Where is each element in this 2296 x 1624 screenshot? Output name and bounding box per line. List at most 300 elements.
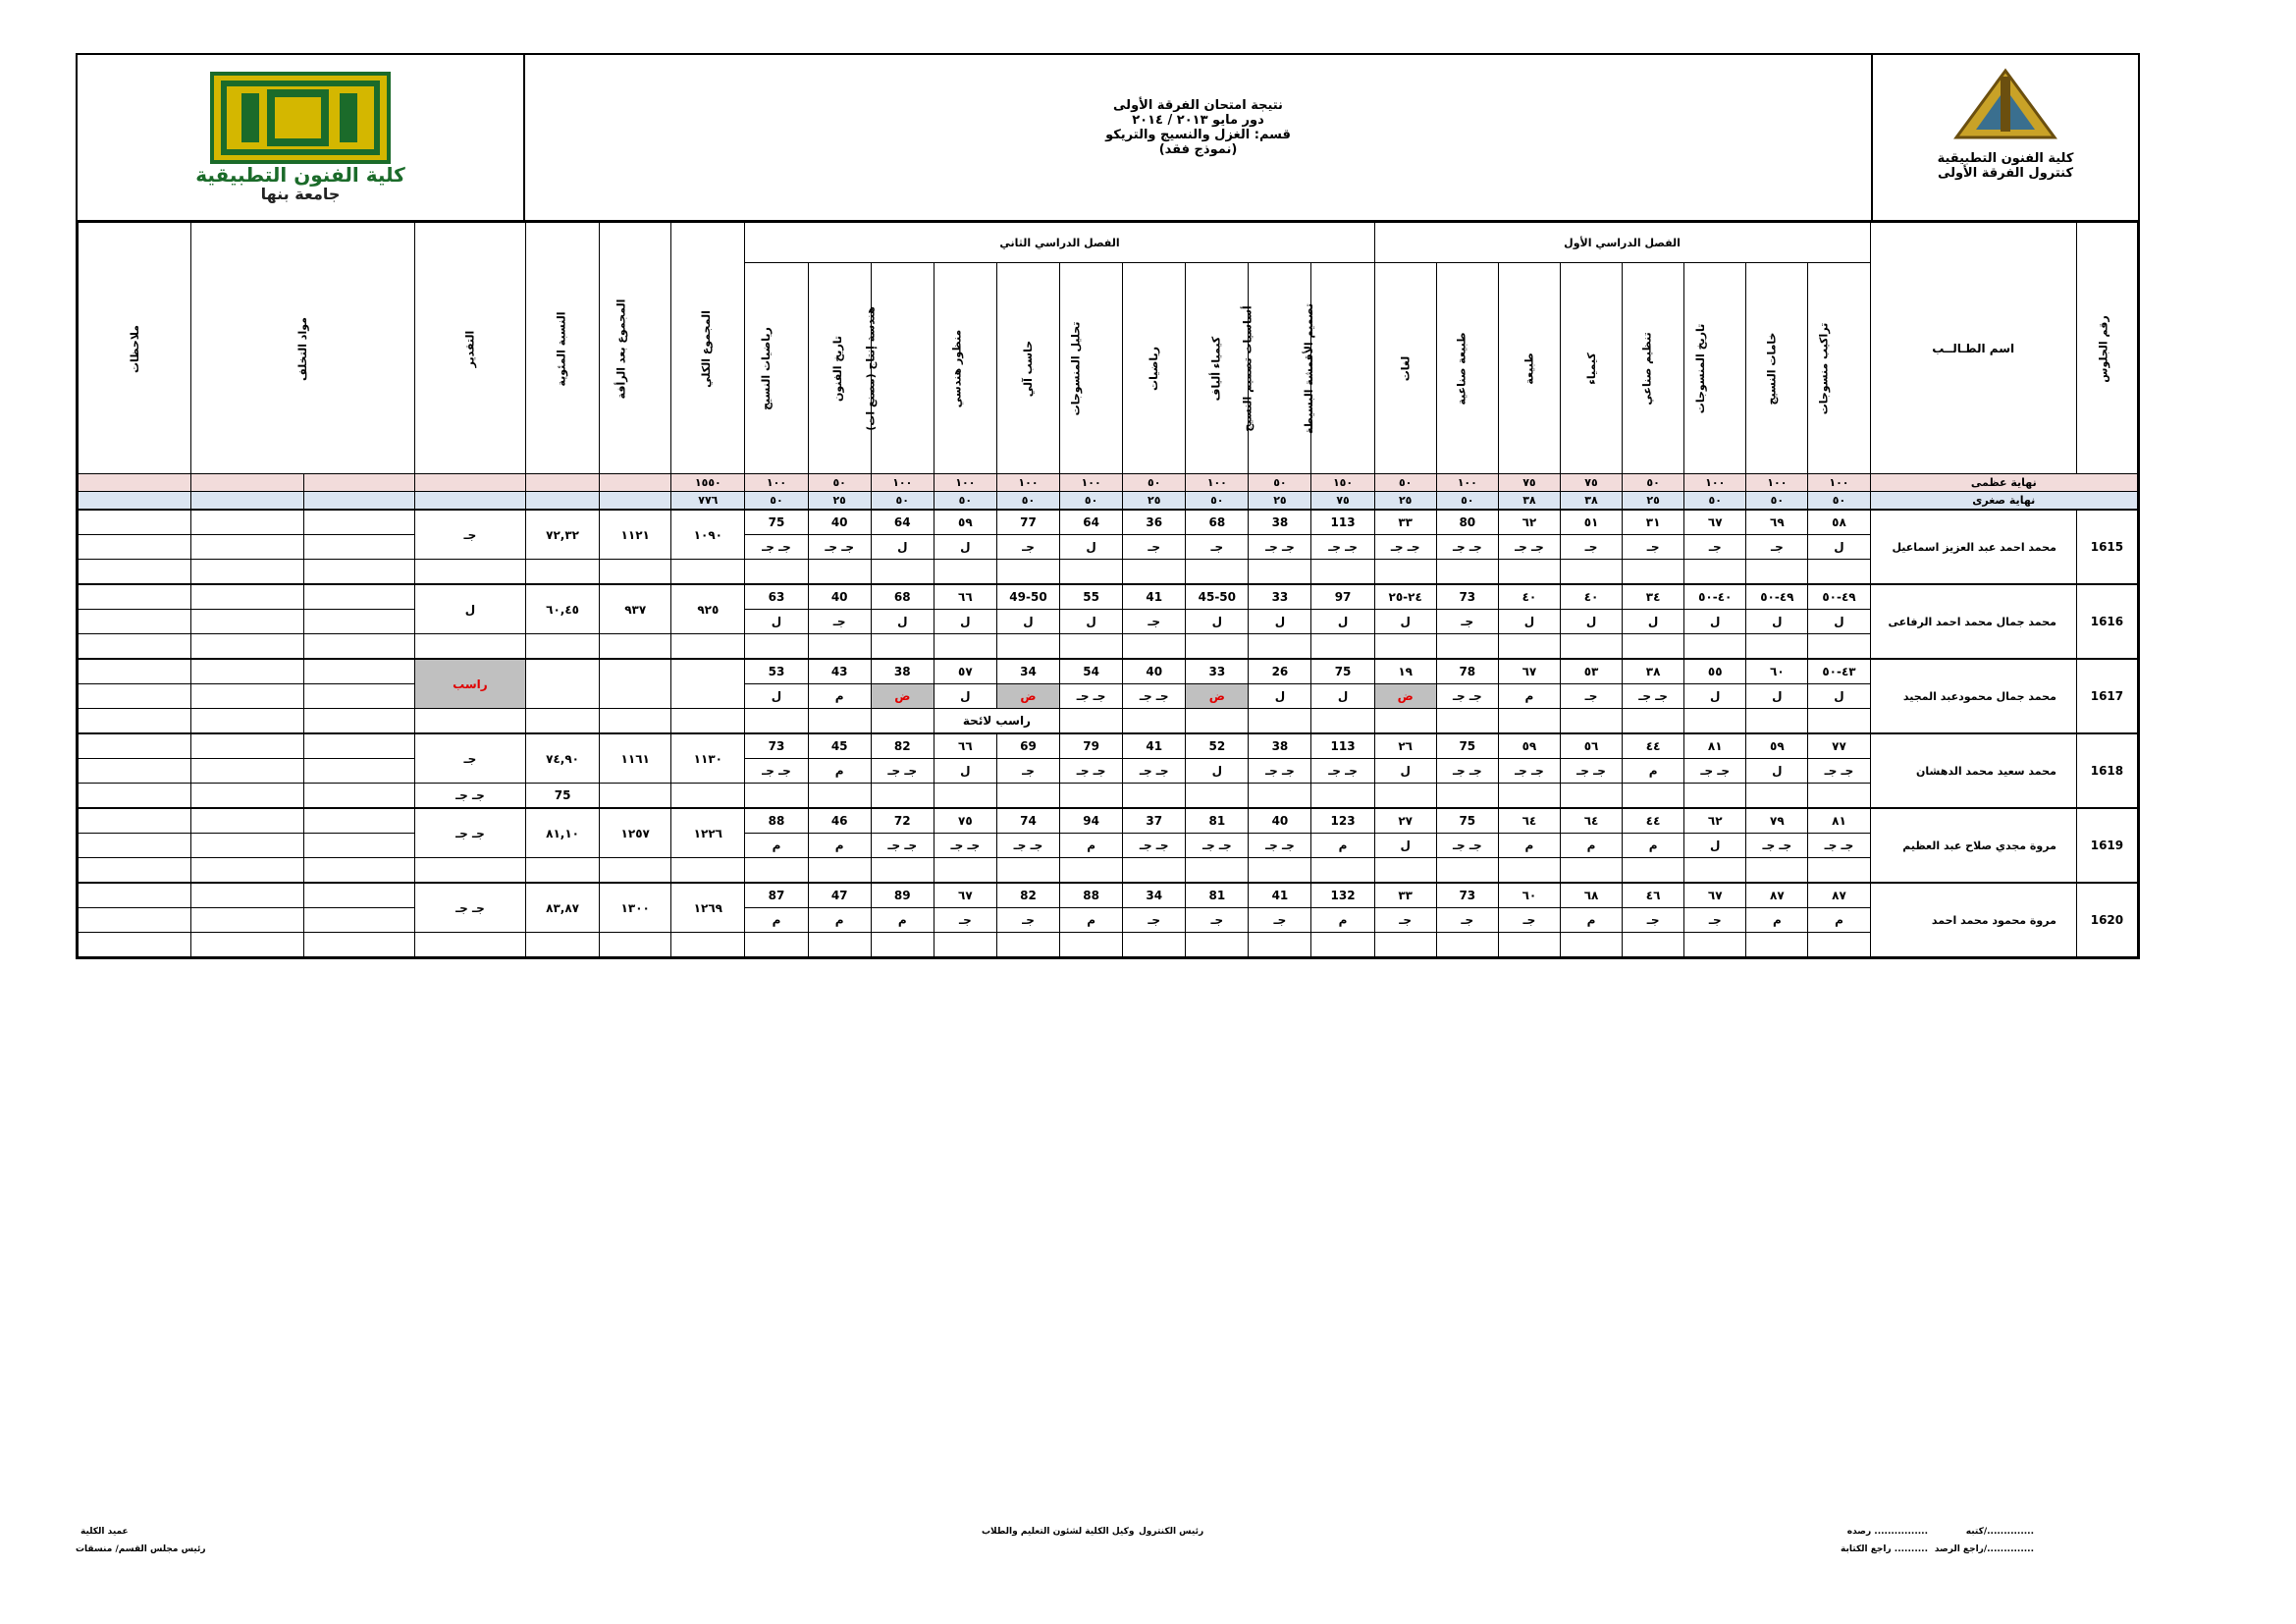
sem2-score: ٦٦ — [934, 584, 996, 610]
empty-cell — [1060, 709, 1123, 734]
carry-cell — [191, 684, 303, 709]
carry-cell — [303, 584, 414, 610]
empty-cell — [1186, 634, 1249, 660]
sem1-grade: جـ — [1684, 908, 1746, 933]
carry-cell — [191, 535, 303, 560]
empty-cell — [1060, 634, 1123, 660]
notes-cell — [79, 560, 191, 585]
empty-cell — [871, 784, 934, 809]
sem2-grade: جـ جـ — [1249, 535, 1311, 560]
sem1-subject-header-label: لغات — [1399, 355, 1413, 382]
carry-cell — [303, 733, 414, 759]
writer-signature: كتبه/.............. — [1965, 1527, 2034, 1537]
empty-cell — [871, 560, 934, 585]
notes-cell — [79, 933, 191, 957]
notes-cell — [79, 908, 191, 933]
min_row-sem1-value: ٣٨ — [1498, 492, 1560, 511]
notes-cell — [79, 709, 191, 734]
sem2-grade: م — [1060, 834, 1123, 858]
sem1-grade: ل — [1374, 759, 1436, 784]
sem2-score: 33 — [1186, 659, 1249, 684]
empty-cell — [1498, 560, 1560, 585]
sem1-grade: ض — [1374, 684, 1436, 709]
empty-cell — [1436, 933, 1498, 957]
sem2-grade: م — [808, 684, 871, 709]
empty-cell — [1123, 933, 1186, 957]
max_row-empty — [414, 474, 525, 492]
sem2-score: 38 — [871, 659, 934, 684]
sem1-grade: جـ جـ — [1498, 759, 1560, 784]
empty-cell — [996, 933, 1059, 957]
sem2-grade: م — [871, 908, 934, 933]
raafa-score: ١٢٥٧ — [600, 808, 671, 858]
sem1-subject-header-label: خامات النسيج — [1764, 332, 1778, 406]
notes-cell — [79, 883, 191, 908]
sem2-score: 54 — [1060, 659, 1123, 684]
carry-cell — [191, 560, 303, 585]
min_row-empty — [79, 492, 191, 511]
sem2-score: 40 — [808, 510, 871, 535]
sem2-grade: ل — [1186, 759, 1249, 784]
sem1-score: 75 — [1436, 733, 1498, 759]
sem2-score: 113 — [1311, 733, 1374, 759]
empty-cell — [600, 709, 671, 734]
max_row-sem1-value: ١٠٠ — [1436, 474, 1498, 492]
notes-cell — [79, 784, 191, 809]
min_row-total: ٧٧٦ — [671, 492, 745, 511]
max_row-sem2-value: ١٥٠ — [1311, 474, 1374, 492]
empty-cell — [671, 560, 745, 585]
sem2-subject-header — [808, 263, 871, 474]
sem2-grade: جـ — [1186, 908, 1249, 933]
recorder-signature: رصده ................ — [1846, 1527, 1928, 1537]
sem2-grade: م — [1060, 908, 1123, 933]
sem1-grade: جـ جـ — [1374, 535, 1436, 560]
sem1-subject-header — [1498, 263, 1560, 474]
total-score — [671, 659, 745, 709]
sem2-score: 55 — [1060, 584, 1123, 610]
seat-number: 1616 — [2076, 584, 2137, 659]
sem2-grade: ل — [934, 759, 996, 784]
sem2-score: 41 — [1123, 733, 1186, 759]
final-grade: جـ جـ — [414, 883, 525, 933]
raafa-score: ١١٢١ — [600, 510, 671, 560]
empty-cell — [934, 634, 996, 660]
sem2-score: 77 — [996, 510, 1059, 535]
sem1-grade: ل — [1808, 535, 1870, 560]
min_row-sem1-value: ٥٠ — [1436, 492, 1498, 511]
sem1-grade: ل — [1746, 759, 1808, 784]
min_row-sem2-value: ٥٠ — [1186, 492, 1249, 511]
sem1-score: ٨٧ — [1808, 883, 1870, 908]
notes-header-label: ملاحظات — [128, 324, 141, 373]
extra-score — [526, 709, 600, 734]
sem1-grade: ل — [1808, 684, 1870, 709]
empty-cell — [1684, 560, 1746, 585]
sem2-score: 75 — [745, 510, 808, 535]
sem1-grade: جـ — [1623, 908, 1684, 933]
sem1-score: ٦٧ — [1498, 659, 1560, 684]
student-name: محمد جمال محمد احمد الرفاعى — [1870, 584, 2076, 659]
empty-cell — [1249, 858, 1311, 884]
sem2-grade: م — [808, 908, 871, 933]
carry-cell — [303, 684, 414, 709]
sem2-score: 89 — [871, 883, 934, 908]
name-header: اسم الطـالــب — [1870, 223, 2076, 474]
min_row-sem2-value: ٢٥ — [1123, 492, 1186, 511]
logo-text-line-2: جامعة بنها — [260, 185, 341, 203]
sem1-score: ٥٩ — [1746, 733, 1808, 759]
min_row-sem1-value: ٣٨ — [1560, 492, 1622, 511]
empty-cell — [1186, 709, 1249, 734]
empty-cell — [1060, 933, 1123, 957]
extra-score — [526, 634, 600, 660]
carry-cell — [303, 634, 414, 660]
empty-cell — [1436, 634, 1498, 660]
empty-cell — [1249, 709, 1311, 734]
sem2-score: 87 — [745, 883, 808, 908]
sem2-score: 82 — [871, 733, 934, 759]
sem1-score: ٥٥ — [1684, 659, 1746, 684]
sem1-score: ٦٩ — [1746, 510, 1808, 535]
total-score: ١٢٦٩ — [671, 883, 745, 933]
sem1-score: ٨١ — [1808, 808, 1870, 834]
carry-cell — [303, 883, 414, 908]
sem1-score: ٤٩-٥٠ — [1746, 584, 1808, 610]
carry-cell — [191, 733, 303, 759]
carry-cell — [191, 610, 303, 634]
max_row-sem2-value: ٥٠ — [1249, 474, 1311, 492]
min_row-sem2-value: ٥٠ — [1060, 492, 1123, 511]
sem2-score: 74 — [996, 808, 1059, 834]
min_row-empty — [600, 492, 671, 511]
empty-cell — [1498, 858, 1560, 884]
university-crest — [1871, 55, 2138, 220]
sem2-grade: جـ — [934, 908, 996, 933]
sem2-grade: ل — [934, 535, 996, 560]
sem1-grade: جـ — [1436, 610, 1498, 634]
empty-cell — [1249, 933, 1311, 957]
seat-number: 1617 — [2076, 659, 2137, 733]
carry-cell — [191, 584, 303, 610]
empty-cell — [1684, 933, 1746, 957]
empty-cell — [1623, 784, 1684, 809]
sem2-score: 123 — [1311, 808, 1374, 834]
min_row-sem1-value: ٢٥ — [1623, 492, 1684, 511]
sem1-score: ٢٦ — [1374, 733, 1436, 759]
empty-cell — [1746, 784, 1808, 809]
logo-text-line-1: كلية الفنون التطبيقية — [195, 163, 405, 187]
sem1-score: 80 — [1436, 510, 1498, 535]
sem1-grade: جـ جـ — [1436, 834, 1498, 858]
extra-grade — [414, 709, 525, 734]
dean-signature: عميد الكلية — [80, 1527, 129, 1537]
sem2-grade: م — [808, 759, 871, 784]
sem2-score: 81 — [1186, 883, 1249, 908]
title-line-2: دور مايو ٢٠١٣ / ٢٠١٤ — [1132, 113, 1264, 128]
sem2-score: 37 — [1123, 808, 1186, 834]
empty-cell — [1060, 858, 1123, 884]
raafa-header — [600, 223, 671, 474]
raafa-score: ٩٣٧ — [600, 584, 671, 634]
empty-cell — [671, 709, 745, 734]
empty-cell — [1436, 858, 1498, 884]
sem1-score: ٤٤ — [1623, 808, 1684, 834]
sem1-grade: جـ — [1560, 684, 1622, 709]
carry-cell — [303, 535, 414, 560]
carry-cell — [303, 709, 414, 734]
sem1-grade: ل — [1374, 610, 1436, 634]
empty-cell — [1186, 784, 1249, 809]
sem2-score: ٥٧ — [934, 659, 996, 684]
empty-cell — [1374, 634, 1436, 660]
empty-cell — [1311, 784, 1374, 809]
empty-cell — [1436, 709, 1498, 734]
max_row-sem2-value: ١٠٠ — [1060, 474, 1123, 492]
min_row-sem1-value: ٥٠ — [1746, 492, 1808, 511]
sem2-score: 41 — [1123, 584, 1186, 610]
sem2-score: 45 — [808, 733, 871, 759]
carry-header — [191, 223, 414, 474]
sem1-score: ٣٤ — [1623, 584, 1684, 610]
sem2-grade: جـ جـ — [1060, 684, 1123, 709]
empty-cell — [1311, 858, 1374, 884]
result-sheet — [76, 53, 2140, 959]
empty-cell — [1623, 858, 1684, 884]
empty-cell — [1623, 933, 1684, 957]
max_row-label: نهاية عظمى — [1870, 474, 2137, 492]
min_row-label: نهاية صغرى — [1870, 492, 2137, 511]
notes-cell — [79, 733, 191, 759]
final-grade: ل — [414, 584, 525, 634]
sem1-subject-header-label: تنظيم صناعي — [1640, 332, 1654, 406]
student-name: محمد جمال محمودعبد المجيد — [1870, 659, 2076, 733]
student-name: مروة مجدي صلاح عبد العظيم — [1870, 808, 2076, 883]
applied-arts-logo-icon — [173, 74, 428, 201]
sem1-grade: جـ — [1560, 535, 1622, 560]
sem1-score: ٦٧ — [1684, 510, 1746, 535]
sem2-subject-header-label: رياضيات النسيج — [759, 327, 773, 410]
sem2-grade: ض — [871, 684, 934, 709]
empty-cell — [1186, 858, 1249, 884]
percent-score — [526, 659, 600, 709]
sem1-score: ٢٤-٢٥ — [1374, 584, 1436, 610]
sem2-grade: م — [808, 834, 871, 858]
empty-cell — [1684, 634, 1746, 660]
max_row-empty — [526, 474, 600, 492]
empty-cell — [871, 858, 934, 884]
sem2-score: ٦٦ — [934, 733, 996, 759]
sem1-score: ٥٦ — [1560, 733, 1622, 759]
sem1-score: 78 — [1436, 659, 1498, 684]
sem1-score: ٨١ — [1684, 733, 1746, 759]
sem1-grade: ل — [1746, 610, 1808, 634]
sem2-subject-header — [996, 263, 1059, 474]
empty-cell — [1249, 784, 1311, 809]
sem1-score: ١٩ — [1374, 659, 1436, 684]
empty-cell — [871, 933, 934, 957]
max_row-total: ١٥٥٠ — [671, 474, 745, 492]
min_row-sem1-value: ٢٥ — [1374, 492, 1436, 511]
sem2-grade: جـ جـ — [871, 834, 934, 858]
empty-cell — [808, 784, 871, 809]
empty-cell — [1808, 858, 1870, 884]
max_row-sem1-value: ٥٠ — [1623, 474, 1684, 492]
extra-grade — [414, 560, 525, 585]
sem1-score: 73 — [1436, 584, 1498, 610]
min_row-empty — [526, 492, 600, 511]
sem1-score: ٤٤ — [1623, 733, 1684, 759]
min_row-empty — [414, 492, 525, 511]
max_row-empty — [191, 474, 303, 492]
sem1-subject-header-label: طبيعة صناعية — [1455, 332, 1468, 406]
sem1-grade: ل — [1560, 610, 1622, 634]
empty-cell — [745, 709, 808, 734]
empty-cell — [1623, 560, 1684, 585]
sem1-score: ٤٩-٥٠ — [1808, 584, 1870, 610]
sem1-grade: م — [1560, 908, 1622, 933]
extra-grade — [414, 858, 525, 884]
sem2-grade: جـ جـ — [1311, 759, 1374, 784]
max_row-sem2-value: ١٠٠ — [934, 474, 996, 492]
sem1-score: ٥١ — [1560, 510, 1622, 535]
sem2-score: 82 — [996, 883, 1059, 908]
sem2-subject-header-label: تصميم الأقمشة البسيطة — [1302, 303, 1315, 434]
sem2-grade: ل — [1060, 535, 1123, 560]
empty-cell — [1060, 560, 1123, 585]
sem2-grade: ل — [934, 684, 996, 709]
empty-cell — [1060, 784, 1123, 809]
empty-cell — [996, 784, 1059, 809]
empty-cell — [1684, 784, 1746, 809]
empty-cell — [1311, 933, 1374, 957]
title-line-3: قسم: الغزل والنسيج والتريكو — [1105, 128, 1291, 142]
empty-cell — [600, 858, 671, 884]
sem2-score: 40 — [1123, 659, 1186, 684]
empty-cell — [1808, 709, 1870, 734]
empty-cell — [1436, 784, 1498, 809]
sem1-grade: جـ جـ — [1623, 684, 1684, 709]
sem1-grade: جـ — [1498, 908, 1560, 933]
empty-cell — [1123, 858, 1186, 884]
min_row-sem2-value: ٥٠ — [745, 492, 808, 511]
sem2-score: 68 — [871, 584, 934, 610]
sem1-score: ٦٨ — [1560, 883, 1622, 908]
max_row-sem1-value: ٧٥ — [1498, 474, 1560, 492]
seat-number: 1618 — [2076, 733, 2137, 808]
sem2-grade: جـ جـ — [808, 535, 871, 560]
sem2-grade: جـ — [1123, 535, 1186, 560]
empty-cell — [1374, 784, 1436, 809]
sem1-grade: جـ جـ — [1808, 834, 1870, 858]
sem2-subject-header — [745, 263, 808, 474]
sem1-grade: م — [1623, 834, 1684, 858]
sem2-grade: م — [745, 908, 808, 933]
total-score: ١٠٩٠ — [671, 510, 745, 560]
sem1-grade: ل — [1808, 610, 1870, 634]
percent-score: ٧٤,٩٠ — [526, 733, 600, 784]
notes-cell — [79, 584, 191, 610]
sem2-grade: ل — [871, 535, 934, 560]
sem2-score: ٦٧ — [934, 883, 996, 908]
sem2-subject-header-label: رياضيات — [1148, 347, 1161, 391]
percent-score: ٨٣,٨٧ — [526, 883, 600, 933]
empty-cell — [808, 634, 871, 660]
notes-cell — [79, 535, 191, 560]
sem1-grade: ل — [1684, 684, 1746, 709]
sem1-subject-header-label: تراكيب منسوجات — [1817, 322, 1831, 415]
sem1-grade: ل — [1374, 834, 1436, 858]
final-grade: راسب — [414, 659, 525, 709]
sem1-score: ٤٦ — [1623, 883, 1684, 908]
carry-cell — [303, 808, 414, 834]
empty-cell — [1311, 560, 1374, 585]
carry-cell — [191, 834, 303, 858]
percent-score: ٦٠,٤٥ — [526, 584, 600, 634]
empty-cell — [1498, 784, 1560, 809]
final-grade: جـ جـ — [414, 808, 525, 858]
percent-score: ٧٢,٣٢ — [526, 510, 600, 560]
percent-header — [526, 223, 600, 474]
max_row-sem1-value: ١٠٠ — [1684, 474, 1746, 492]
sem1-score: ٥٣ — [1560, 659, 1622, 684]
grade-header-label: التقدير — [463, 330, 477, 367]
empty-cell — [1623, 709, 1684, 734]
sem1-grade: جـ — [1374, 908, 1436, 933]
seat-number: 1619 — [2076, 808, 2137, 883]
min_row-sem2-value: ٥٠ — [934, 492, 996, 511]
sem1-score: ٢٧ — [1374, 808, 1436, 834]
min_row-sem1-value: ٥٠ — [1808, 492, 1870, 511]
empty-cell — [1123, 784, 1186, 809]
exam-title — [523, 55, 1871, 220]
sem2-grade: ل — [1186, 610, 1249, 634]
sem2-grade: جـ جـ — [1123, 684, 1186, 709]
max_row-sem1-value: ٧٥ — [1560, 474, 1622, 492]
sem1-score: ٤٠ — [1498, 584, 1560, 610]
empty-cell — [1123, 709, 1186, 734]
empty-cell — [996, 634, 1059, 660]
sem2-header: الفصل الدراسي الثاني — [745, 223, 1374, 263]
min_row-sem2-value: ٢٥ — [1249, 492, 1311, 511]
sem1-subject-header — [1808, 263, 1870, 474]
sem2-score: 41 — [1249, 883, 1311, 908]
sem1-grade: م — [1498, 834, 1560, 858]
sem1-grade: جـ جـ — [1436, 684, 1498, 709]
notes-cell — [79, 510, 191, 535]
percent-score: ٨١,١٠ — [526, 808, 600, 858]
notes-cell — [79, 684, 191, 709]
notes-cell — [79, 858, 191, 884]
empty-cell — [745, 858, 808, 884]
sem2-score: 52 — [1186, 733, 1249, 759]
student-name: محمد سعيد محمد الدهشان — [1870, 733, 2076, 808]
sem2-score: 34 — [996, 659, 1059, 684]
notes-cell — [79, 610, 191, 634]
sem2-grade: جـ جـ — [745, 535, 808, 560]
empty-cell — [1746, 709, 1808, 734]
total-score: ١٢٢٦ — [671, 808, 745, 858]
empty-cell — [1560, 709, 1622, 734]
empty-cell — [996, 560, 1059, 585]
sem1-grade: ل — [1623, 610, 1684, 634]
final-grade: جـ — [414, 510, 525, 560]
sem1-score: ٧٧ — [1808, 733, 1870, 759]
regulation-fail-note: راسب لائحة — [934, 709, 1059, 734]
college-name: كلية الفنون التطبيقية — [1937, 151, 2074, 166]
carry-cell — [303, 759, 414, 784]
empty-cell — [671, 634, 745, 660]
